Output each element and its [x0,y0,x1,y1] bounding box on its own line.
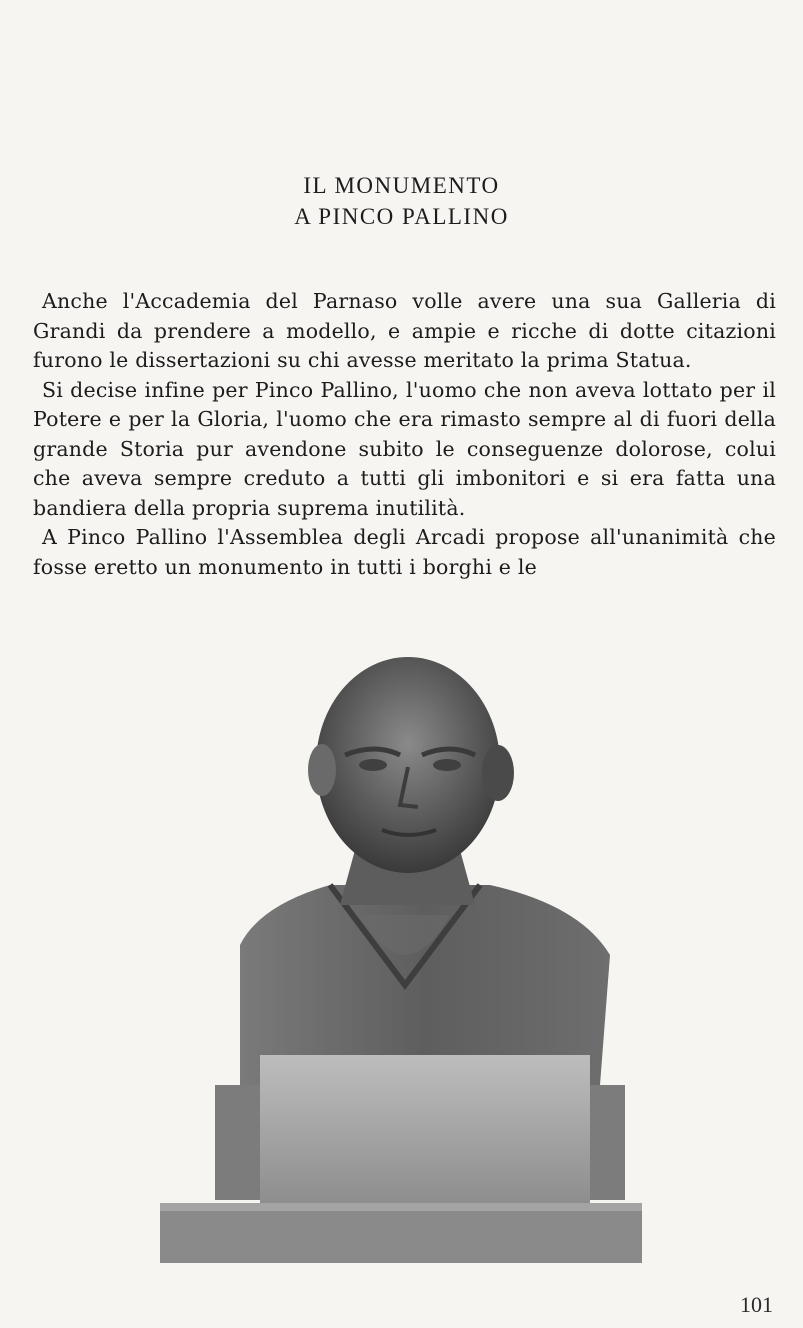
chapter-title-line-2: A PINCO PALLINO [294,204,509,229]
paragraph-2: Si decise infine per Pinco Pallino, l'uomo che non aveva lottato per il Potere e per la Gloria, l'uomo che era rimasto sempre al di fuori della grande Storia pur avendone subito le conseguenze dolorose, colui che aveva sempre creduto a tutti gli imbonitori e si era fatta una bandiera della propria suprema inutilità. [33,377,776,520]
paragraph-1: Anche l'Accademia del Parnaso volle avere una sua Galleria di Grandi da prendere a modello, e ampie e ricche di dotte citazioni furono le dissertazioni su chi avesse meritato la prima Statua. [33,289,776,372]
chapter-title-line-1: IL MONUMENTO [303,173,500,198]
page-number: 101 [740,1292,773,1317]
paragraph-3: A Pinco Pallino l'Assemblea degli Arcadi propose all'unanimità che fosse eretto un monumento in tutti i borghi e le [33,525,776,579]
bust-photograph [160,655,642,1265]
body-text [33,287,776,582]
